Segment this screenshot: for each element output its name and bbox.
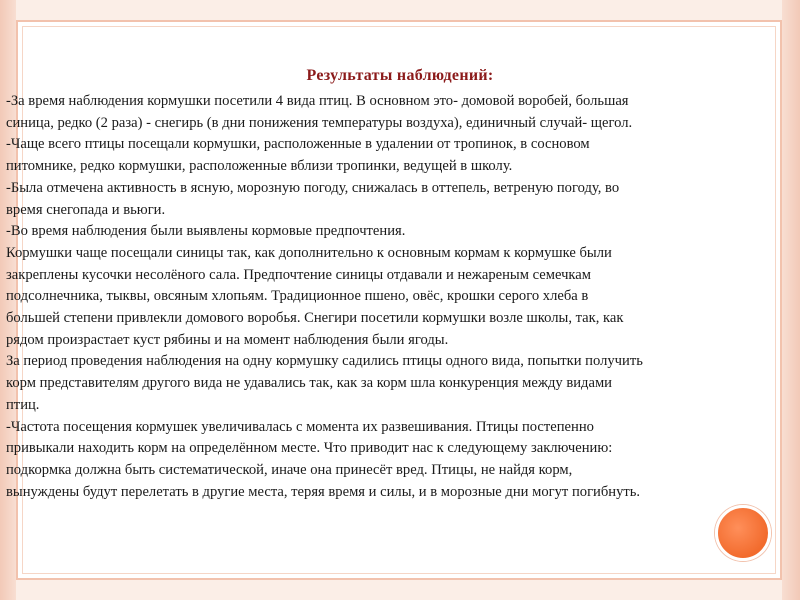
text-line: рядом произрастает куст рябины и на момент наблюдения были ягоды. [6, 331, 449, 348]
text-line: большей степени привлекли домового воробья. Снегири посетили кормушки возле школы, так, как [6, 310, 624, 327]
text-line: закреплены кусочки несолёного сала. Предпочтение синицы отдавали и нежареным семечкам [6, 266, 591, 283]
text-line: За период проведения наблюдения на одну кормушку садились птицы одного вида, попытки получить [6, 353, 643, 370]
text-line: птиц. [6, 396, 40, 413]
top-decor-strip [16, 0, 782, 20]
body-text [6, 91, 796, 503]
decorative-circle [715, 505, 771, 561]
text-line: корм представителям другого вида не удавались так, как за корм шла конкуренция между видами [6, 375, 612, 392]
text-line: подсолнечника, тыквы, овсяным хлопьям. Традиционное пшено, овёс, крошки серого хлеба в [6, 288, 589, 305]
text-line: привыкали находить корм на определённом месте. Что приводит нас к следующему заключению: [6, 440, 613, 457]
slide-title: Результаты наблюдений: [306, 67, 494, 84]
text-line: -Частота посещения кормушек увеличивалась с момента их развешивания. Птицы постепенно [6, 418, 594, 435]
text-line: время снегопада и вьюги. [6, 201, 166, 218]
text-line: -Чаще всего птицы посещали кормушки, расположенные в удалении от тропинок, в сосновом [6, 136, 590, 153]
text-line: синица, редко (2 раза) - снегирь (в дни понижения температуры воздуха), единичный случай- щегол. [6, 114, 633, 131]
text-line: подкормка должна быть систематической, иначе она принесёт вред. Птицы, не найдя корм, [6, 461, 573, 478]
text-line: -Во время наблюдения были выявлены кормовые предпочтения. [6, 223, 406, 240]
bottom-decor-strip [16, 580, 782, 600]
text-line: питомнике, редко кормушки, расположенные вблизи тропинки, ведущей в школу. [6, 158, 513, 175]
text-line: Кормушки чаще посещали синицы так, как дополнительно к основным кормам к кормушке были [6, 244, 612, 261]
text-line: -Была отмечена активность в ясную, морозную погоду, снижалась в оттепель, ветреную погоду, во [6, 179, 620, 196]
text-line: -За время наблюдения кормушки посетили 4 вида птиц. В основном это- домовой воробей, большая [6, 93, 629, 109]
text-line: вынуждены будут перелетать в другие места, теряя время и силы, и в морозные дни могут погибнуть. [6, 483, 641, 500]
